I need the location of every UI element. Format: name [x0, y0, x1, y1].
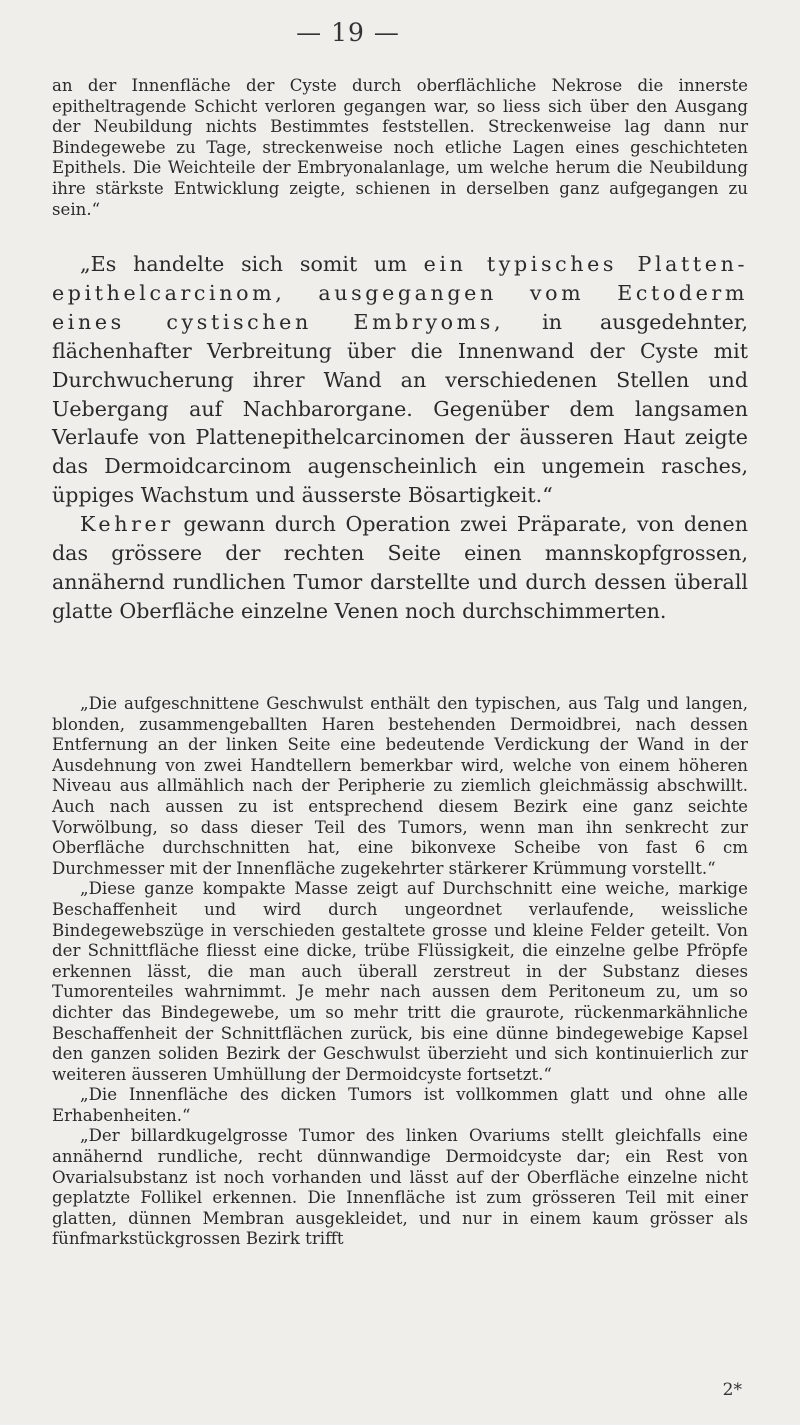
paragraph-7: „Der billardkugelgrosse Tumor des linken Ovariums stellt gleichfalls eine annähernd rundliche, recht dünnwandige Dermoidcyste dar; ein Rest von Ovarialsubstanz ist noch vorhanden und lässt auf der Oberfläche einzelne nicht geplatzte Follikel erkennen. Die Innenfläche ist zum grösseren Teil mit einer glatten, dünnen Membran ausgekleidet, und nur in einem kaum grösser als fünfmarkstückgrossen Bezirk trifft: [52, 1126, 748, 1249]
paragraph-2: [52, 250, 748, 510]
paragraph-2-lead: „Es handelte sich somit um: [80, 252, 424, 276]
paragraph-3-rest: gewann durch Operation zwei Präparate, von denen das grössere der rechten Seite einen mannskopfgrossen, annähernd rundlichen Tumor darstellte und durch dessen überall glatte Oberfläche einzelne Venen noch durchschimmerten.: [52, 512, 748, 623]
paragraph-2-emphasis: ein typisches Platten-epithelcarcinom, ausgegangen vom Ectoderm eines cystischen Embryoms,: [52, 252, 748, 334]
page-number: — 19 —: [296, 18, 400, 47]
paragraph-3: [52, 510, 748, 626]
signature-mark: 2*: [722, 1380, 742, 1400]
paragraph-2-rest: in ausgedehnter, flächenhafter Verbreitung über die Innenwand der Cyste mit Durchwucherung ihrer Wand an verschiedenen Stellen und Uebergang auf Nachbarorgane. Gegenüber dem langsamen Verlaufe von Plattenepithelcarcinomen der äusseren Haut zeigte das Dermoidcarcinom augenscheinlich ein ungemein rasches, üppiges Wachstum und äusserste Bösartigkeit.“: [52, 309, 748, 508]
section-large-print: [52, 250, 748, 626]
paragraph-1: an der Innenfläche der Cyste durch oberflächliche Nekrose die innerste epitheltragende Schicht verloren gegangen war, so liess sich über den Ausgang der Neubildung nichts Bestimmtes feststellen. Streckenweise lag dann nur Bindegewebe zu Tage, streckenweise noch etliche Lagen eines geschichteten Epithels. Die Weichteile der Embryonalanlage, um welche herum die Neubildung ihre stärkste Entwicklung zeigte, schienen in derselben ganz aufgegangen zu sein.“: [52, 76, 748, 219]
paragraph-5: „Diese ganze kompakte Masse zeigt auf Durchschnitt eine weiche, markige Beschaffenheit und wird durch ungeordnet verlaufende, weissliche Bindegewebszüge in verschieden gestaltete grosse und kleine Felder geteilt. Von der Schnittfläche fliesst eine dicke, trübe Flüssigkeit, die einzelne gelbe Pfröpfe erkennen lässt, die man auch überall zerstreut in der Substanz dieses Tumorenteiles wahrnimmt. Je mehr nach aussen dem Peritoneum zu, um so dichter das Bindegewebe, um so mehr tritt die graurote, rückenmarkähnliche Beschaffenheit der Schnittflächen zurück, bis eine dünne bindegewebige Kapsel den ganzen soliden Bezirk der Geschwulst überzieht und sich kontinuierlich zur weiteren äusseren Umhüllung der Dermoidcyste fortsetzt.“: [52, 879, 748, 1084]
section-quotation: [52, 694, 748, 1250]
author-name-kehrer: Kehrer: [80, 512, 174, 537]
paragraph-4: „Die aufgeschnittene Geschwulst enthält den typischen, aus Talg und langen, blonden, zusammengeballten Haren bestehenden Dermoidbrei, nach dessen Entfernung an der linken Seite eine bedeutende Verdickung der Wand in der Ausdehnung von zwei Handtellern bemerkbar wird, welche von einem höheren Niveau aus allmählich nach der Peripherie zu ziemlich gleichmässig abschwillt. Auch nach aussen zu ist entsprechend diesem Bezirk eine ganz seichte Vorwölbung, so dass dieser Teil des Tumors, wenn man ihn senkrecht zur Oberfläche durchschnitten hat, eine bikonvexe Scheibe von fast 6 cm Durchmesser mit der Innenfläche zugekehrter stärkerer Krümmung vorstellt.“: [52, 694, 748, 878]
paragraph-6: „Die Innenfläche des dicken Tumors ist vollkommen glatt und ohne alle Erhabenheiten.“: [52, 1085, 748, 1125]
section-continuation: [52, 76, 748, 220]
